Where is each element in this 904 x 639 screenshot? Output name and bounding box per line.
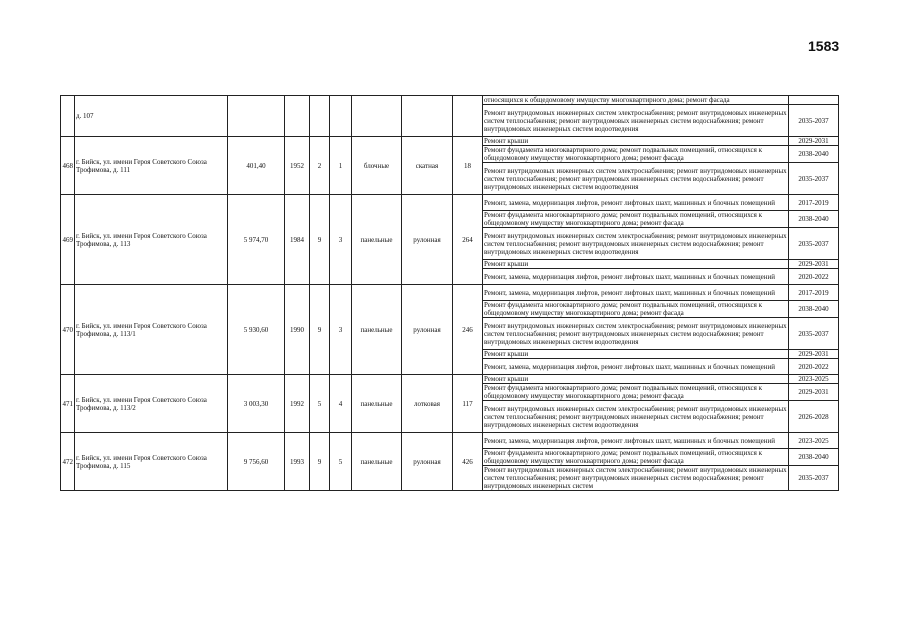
flats-count: 117 — [453, 375, 483, 433]
work-type: Ремонт, замена, модернизация лифтов, ремонт лифтовых шахт, машинных и блочных помещений — [483, 433, 789, 449]
work-period: 2035-2037 — [789, 466, 839, 491]
table-row — [61, 285, 839, 301]
house-address: д. 107 — [75, 96, 228, 137]
wall-material: блочные — [352, 137, 402, 195]
roof-type: рулонная — [402, 195, 453, 285]
work-period: 2029-2031 — [789, 350, 839, 359]
work-period: 2020-2022 — [789, 269, 839, 285]
table-row — [61, 137, 839, 146]
house-address: г. Бийск, ул. имени Героя Советского Союза Трофимова, д. 115 — [75, 433, 228, 491]
work-type: Ремонт внутридомовых инженерных систем электроснабжения; ремонт внутридомовых инженерных систем теплоснабжения; ремонт внутридомовых инженерных систем водоснабжения; ремонт внутридомовых инженерных систем водоотведения — [483, 228, 789, 260]
work-type: Ремонт внутридомовых инженерных систем электроснабжения; ремонт внутридомовых инженерных систем теплоснабжения; ремонт внутридомовых инженерных систем водоснабжения; ремонт внутридомовых инженерных систем водоотведения — [483, 105, 789, 137]
floors-count: 9 — [310, 285, 330, 375]
row-number: 472 — [61, 433, 75, 491]
entrances-count: 3 — [330, 285, 352, 375]
work-type: Ремонт, замена, модернизация лифтов, ремонт лифтовых шахт, машинных и блочных помещений — [483, 359, 789, 375]
wall-material: панельные — [352, 285, 402, 375]
work-period: 2017-2019 — [789, 285, 839, 301]
work-type: Ремонт крыши — [483, 260, 789, 269]
work-type: Ремонт фундамента многоквартирного дома; ремонт подвальных помещений, относящихся к общедомовому имуществу многоквартирного дома; ремонт фасада — [483, 211, 789, 228]
housing-registry-table — [60, 95, 839, 491]
work-period — [789, 96, 839, 105]
house-address: г. Бийск, ул. имени Героя Советского Союза Трофимова, д. 113/1 — [75, 285, 228, 375]
table-row — [61, 433, 839, 449]
house-address: г. Бийск, ул. имени Героя Советского Союза Трофимова, д. 113 — [75, 195, 228, 285]
table-row — [61, 96, 839, 105]
roof-type: скатная — [402, 137, 453, 195]
work-type: Ремонт, замена, модернизация лифтов, ремонт лифтовых шахт, машинных и блочных помещений — [483, 269, 789, 285]
work-period: 2023-2025 — [789, 433, 839, 449]
work-period: 2029-2031 — [789, 137, 839, 146]
work-period: 2038-2040 — [789, 146, 839, 163]
work-period: 2035-2037 — [789, 105, 839, 137]
house-area: 401,40 — [228, 137, 285, 195]
entrances-count: 5 — [330, 433, 352, 491]
work-type: Ремонт фундамента многоквартирного дома; ремонт подвальных помещений, относящихся к общедомовому имуществу многоквартирного дома; ремонт фасада — [483, 146, 789, 163]
work-type: Ремонт внутридомовых инженерных систем электроснабжения; ремонт внутридомовых инженерных систем теплоснабжения; ремонт внутридомовых инженерных систем водоснабжения; ремонт внутридомовых инженерных систем водоотведения — [483, 401, 789, 433]
work-type: Ремонт внутридомовых инженерных систем электроснабжения; ремонт внутридомовых инженерных систем теплоснабжения; ремонт внутридомовых инженерных систем водоснабжения; ремонт внутридомовых инженерных систем водоотведения — [483, 318, 789, 350]
flats-count: 246 — [453, 285, 483, 375]
row-number: 469 — [61, 195, 75, 285]
work-period: 2038-2040 — [789, 449, 839, 466]
roof-type: рулонная — [402, 285, 453, 375]
roof-type: лотковая — [402, 375, 453, 433]
work-type: Ремонт крыши — [483, 375, 789, 384]
flats-count: 426 — [453, 433, 483, 491]
work-type: Ремонт крыши — [483, 137, 789, 146]
floors-count: 2 — [310, 137, 330, 195]
row-number: 470 — [61, 285, 75, 375]
wall-material: панельные — [352, 375, 402, 433]
work-period: 2029-2031 — [789, 260, 839, 269]
build-year: 1993 — [285, 433, 310, 491]
entrances-count: 4 — [330, 375, 352, 433]
page-number: 1583 — [808, 38, 840, 54]
row-number — [61, 96, 75, 137]
build-year: 1990 — [285, 285, 310, 375]
work-type: Ремонт, замена, модернизация лифтов, ремонт лифтовых шахт, машинных и блочных помещений — [483, 285, 789, 301]
house-area: 3 003,30 — [228, 375, 285, 433]
work-period: 2017-2019 — [789, 195, 839, 211]
build-year: 1952 — [285, 137, 310, 195]
work-type: Ремонт фундамента многоквартирного дома; ремонт подвальных помещений, относящихся к общедомовому имуществу многоквартирного дома; ремонт фасада — [483, 449, 789, 466]
work-period: 2038-2040 — [789, 301, 839, 318]
floors-count: 9 — [310, 195, 330, 285]
work-type: Ремонт фундамента многоквартирного дома; ремонт подвальных помещений, относящихся к общедомовому имуществу многоквартирного дома; ремонт фасада — [483, 384, 789, 401]
flats-count: 264 — [453, 195, 483, 285]
work-period: 2035-2037 — [789, 228, 839, 260]
floors-count: 9 — [310, 433, 330, 491]
work-type: Ремонт, замена, модернизация лифтов, ремонт лифтовых шахт, машинных и блочных помещений — [483, 195, 789, 211]
house-area: 5 930,60 — [228, 285, 285, 375]
work-period: 2023-2025 — [789, 375, 839, 384]
work-type: Ремонт фундамента многоквартирного дома; ремонт подвальных помещений, относящихся к общедомовому имуществу многоквартирного дома; ремонт фасада — [483, 301, 789, 318]
house-area: 5 974,70 — [228, 195, 285, 285]
work-period: 2035-2037 — [789, 318, 839, 350]
build-year: 1992 — [285, 375, 310, 433]
work-type: Ремонт внутридомовых инженерных систем электроснабжения; ремонт внутридомовых инженерных систем теплоснабжения; ремонт внутридомовых инженерных систем водоснабжения; ремонт внутридомовых инженерных систем — [484, 466, 787, 490]
row-number: 471 — [61, 375, 75, 433]
table-row — [61, 375, 839, 384]
roof-type: рулонная — [402, 433, 453, 491]
work-period: 2035-2037 — [789, 163, 839, 195]
work-type: Ремонт внутридомовых инженерных систем электроснабжения; ремонт внутридомовых инженерных систем теплоснабжения; ремонт внутридомовых инженерных систем водоснабжения; ремонт внутридомовых инженерных систем водоотведения — [483, 163, 789, 195]
house-area: 9 756,60 — [228, 433, 285, 491]
house-address: г. Бийск, ул. имени Героя Советского Союза Трофимова, д. 111 — [75, 137, 228, 195]
entrances-count: 1 — [330, 137, 352, 195]
work-type: относящихся к общедомовому имуществу многоквартирного дома; ремонт фасада — [483, 96, 789, 105]
house-address: г. Бийск, ул. имени Героя Советского Союза Трофимова, д. 113/2 — [75, 375, 228, 433]
flats-count: 18 — [453, 137, 483, 195]
wall-material: панельные — [352, 195, 402, 285]
work-period: 2020-2022 — [789, 359, 839, 375]
work-type: Ремонт крыши — [483, 350, 789, 359]
row-number: 468 — [61, 137, 75, 195]
work-period: 2029-2031 — [789, 384, 839, 401]
work-period: 2026-2028 — [789, 401, 839, 433]
entrances-count: 3 — [330, 195, 352, 285]
floors-count: 5 — [310, 375, 330, 433]
work-period: 2038-2040 — [789, 211, 839, 228]
table-row — [61, 195, 839, 211]
build-year: 1984 — [285, 195, 310, 285]
wall-material: панельные — [352, 433, 402, 491]
